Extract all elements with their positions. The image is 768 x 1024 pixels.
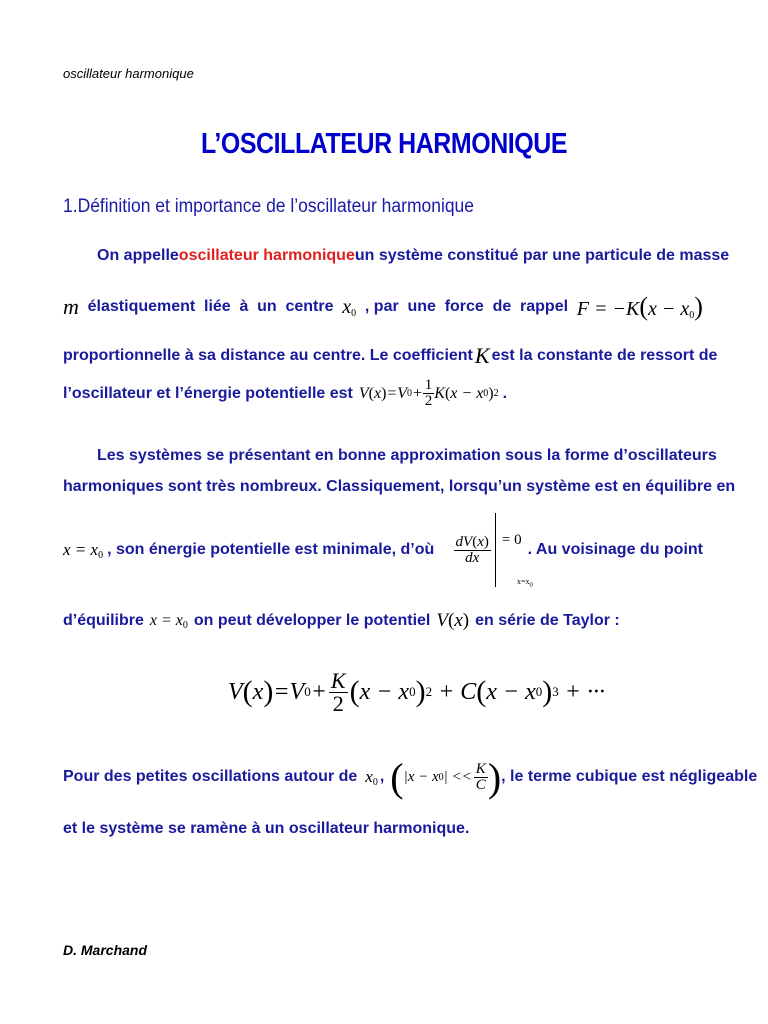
math-force: $F = -K(x - x_0)$ (576, 292, 703, 321)
math-k: K (474, 343, 490, 368)
math-x-eq-x0-2: $x = x_0$ (149, 611, 188, 631)
math-vx: V(x) (436, 610, 470, 631)
highlight-term: oscillateur harmonique (178, 247, 355, 264)
page-header: oscillateur harmonique (63, 66, 194, 81)
para1-line1: On appelle oscillateur harmonique un système constitué par une particule de masse (97, 247, 730, 264)
para3-line1: Pour des petites oscillations autour de $x_0$ , ( |x − x 0 | << $\frac{K}{C}$ ) , le terme cubique est négligeable (63, 754, 758, 800)
para3-line2: et le système se ramène à un oscillateur harmonique. (63, 820, 470, 837)
section-heading: 1.Définition et importance de l’oscillateur harmonique (63, 196, 475, 217)
para2-line1: Les systèmes se présentant en bonne approximation sous la forme d’oscillateurs (97, 447, 717, 464)
para2-line4: d’équilibre $x = x_0$ on peut développer le potentiel V(x) en série de Taylor : (63, 610, 620, 631)
para1-line2: m élastiquement liée à un centre $x_0$ , par une force de rappel $F = -K(x - x_0)$ (63, 292, 703, 321)
page-title: L’OSCILLATEUR HARMONIQUE (200, 128, 568, 160)
para1-line4: l’oscillateur et l’énergie potentielle est V ( x ) =V 0 + $\frac{1}{2}$ K ( x − x 0 ) 2 . (63, 377, 508, 409)
page-footer-author: D. Marchand (63, 942, 148, 958)
math-x0: $x_0$ (342, 295, 357, 319)
math-x-eq-x0: $x = x_0$ (63, 539, 104, 561)
para2-line2: harmoniques sont très nombreux. Classiquement, lorsqu’un système est en équilibre en (63, 478, 736, 495)
para2-line3: $x = x_0$ , son énergie potentielle est minimale, d’où $\frac{dV(x)}{dx}$ $x=x_0$ = 0 . Au voisinage du point (63, 510, 703, 590)
math-mass: m (63, 294, 79, 319)
para1-line3: proportionnelle à sa distance au centre. Le coefficient K est la constante de ressort de (63, 343, 718, 368)
math-x0-b: $x_0$ (365, 766, 378, 788)
math-potential: V ( x ) =V 0 + $\frac{1}{2}$ K ( x − x 0 ) 2 (358, 377, 499, 409)
taylor-equation: V ( x ) =V 0 + $\frac{K}{2}$ ( x − x 0 ) 2 + C ( x − x 0 ) 3 + ··· (228, 667, 605, 716)
math-derivative: $\frac{dV(x)}{dx}$ $x=x_0$ = 0 (454, 513, 522, 587)
math-small-condition: ( |x − x 0 | << $\frac{K}{C}$ ) (390, 754, 502, 800)
